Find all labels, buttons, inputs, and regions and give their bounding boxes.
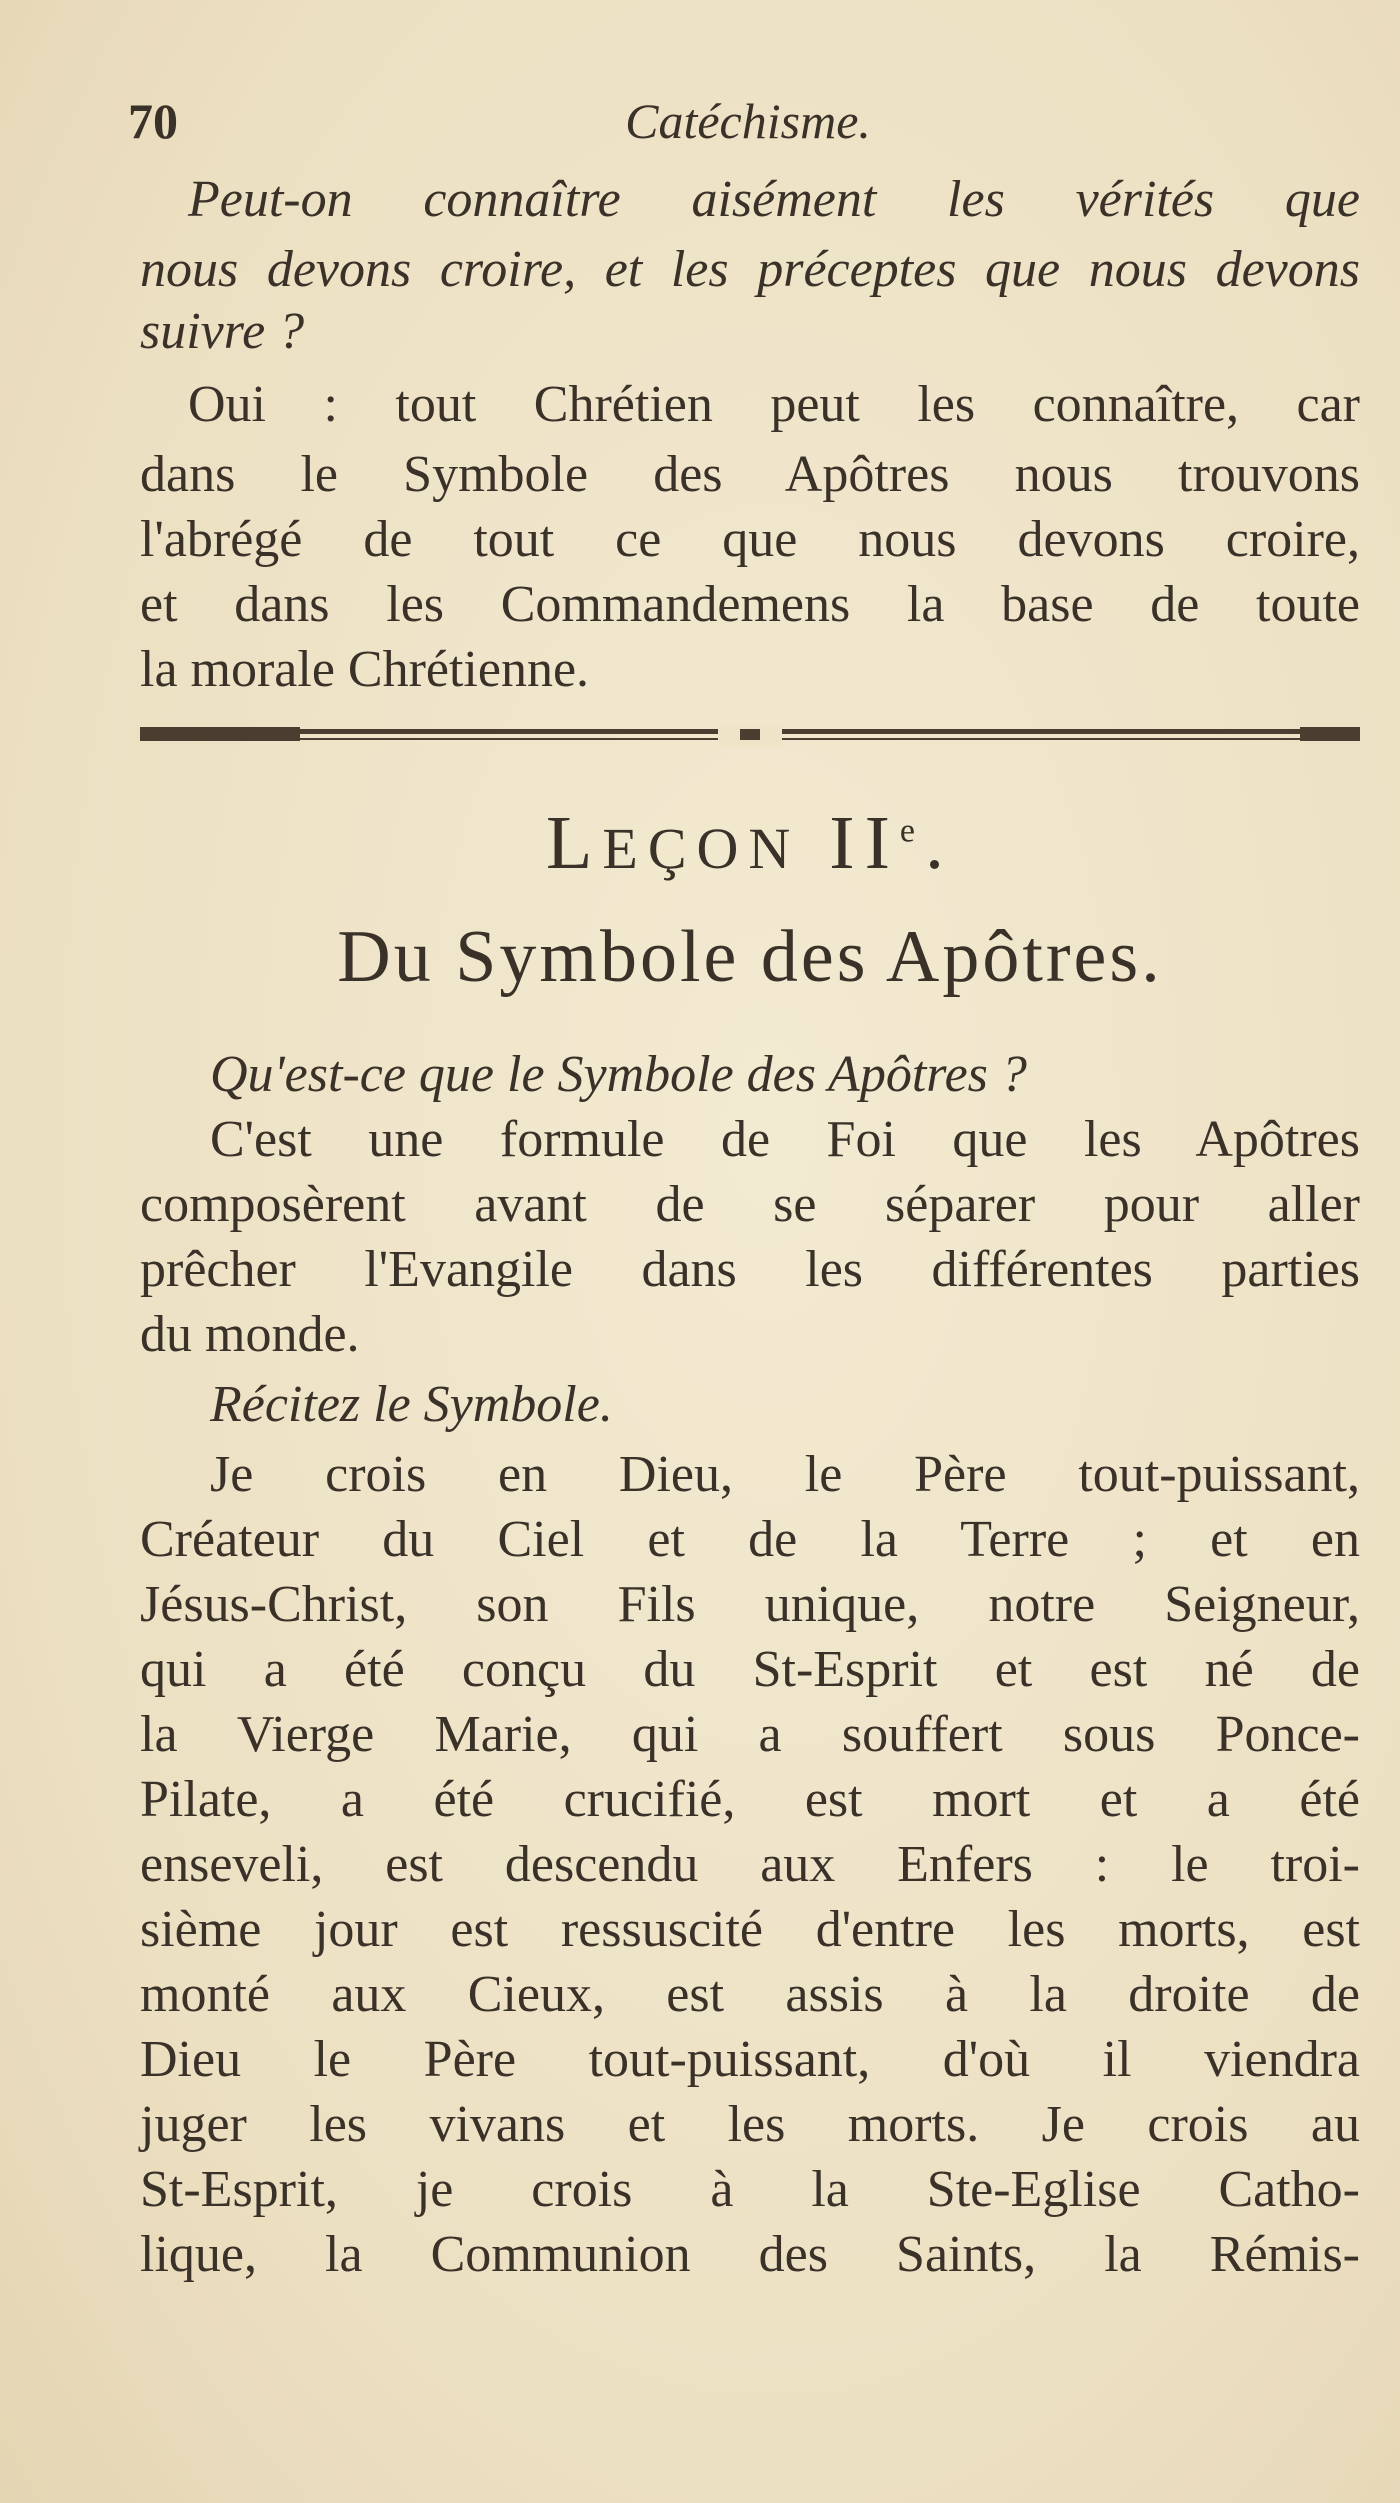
section-divider	[140, 725, 1360, 747]
lesson-heading	[140, 800, 1360, 887]
creed-line-9: monté aux Cieux, est assis à la droite de	[140, 1966, 1360, 2023]
lesson-period: .	[925, 801, 955, 885]
answer-line-4: du monde.	[140, 1306, 360, 1363]
creed-line-12: St-Esprit, je crois à la Ste-Eglise Catho-	[140, 2161, 1360, 2218]
creed-line-3: Jésus-Christ, son Fils unique, notre Seigneur,	[140, 1576, 1360, 1633]
lesson-first-letter: L	[545, 801, 603, 885]
creed-line-2: Créateur du Ciel et de la Terre ; et en	[140, 1511, 1360, 1568]
answer-line-1: C'est une formule de Foi que les Apôtres	[210, 1111, 1360, 1168]
intro-question-line-2: nous devons croire, et les préceptes que nous devons	[140, 241, 1360, 298]
intro-answer-line-3: l'abrégé de tout ce que nous devons croire,	[140, 511, 1360, 568]
lesson-title: Du Symbole des Apôtres.	[337, 916, 1163, 998]
creed-line-1: Je crois en Dieu, le Père tout-puissant,	[210, 1446, 1360, 1503]
answer-line-2: composèrent avant de se séparer pour aller	[140, 1176, 1360, 1233]
intro-answer-line-1: Oui : tout Chrétien peut les connaître, car	[188, 376, 1360, 433]
creed-line-6: Pilate, a été crucifié, est mort et a été	[140, 1771, 1360, 1828]
question-recitez: Récitez le Symbole.	[210, 1376, 613, 1433]
page-number: 70	[128, 93, 178, 149]
creed-line-7: enseveli, est descendu aux Enfers : le troi-	[140, 1836, 1360, 1893]
lesson-number-sup: e	[899, 812, 926, 850]
intro-question-line-3: suivre ?	[140, 303, 305, 360]
creed-line-13: lique, la Communion des Saints, la Rémis-	[140, 2226, 1360, 2283]
creed-line-4: qui a été conçu du St-Esprit et est né de	[140, 1641, 1360, 1698]
intro-question-line-1: Peut-on connaître aisément les vérités que	[188, 171, 1360, 228]
answer-line-3: prêcher l'Evangile dans les différentes parties	[140, 1241, 1360, 1298]
creed-line-8: sième jour est ressuscité d'entre les morts, est	[140, 1901, 1360, 1958]
page-header	[128, 92, 1368, 152]
creed-line-5: la Vierge Marie, qui a souffert sous Ponce-	[140, 1706, 1360, 1763]
creed-line-10: Dieu le Père tout-puissant, d'où il viendra	[140, 2031, 1360, 2088]
creed-line-11: juger les vivans et les morts. Je crois au	[140, 2096, 1360, 2153]
intro-answer-line-4: et dans les Commandemens la base de toute	[140, 576, 1360, 633]
question-symbole: Qu'est-ce que le Symbole des Apôtres ?	[210, 1046, 1027, 1103]
intro-answer-line-2: dans le Symbole des Apôtres nous trouvons	[140, 446, 1360, 503]
lesson-number: II	[829, 801, 900, 885]
lesson-word: EÇON	[602, 816, 801, 881]
intro-answer-line-5: la morale Chrétienne.	[140, 641, 590, 698]
running-title: Catéchisme.	[625, 93, 871, 149]
